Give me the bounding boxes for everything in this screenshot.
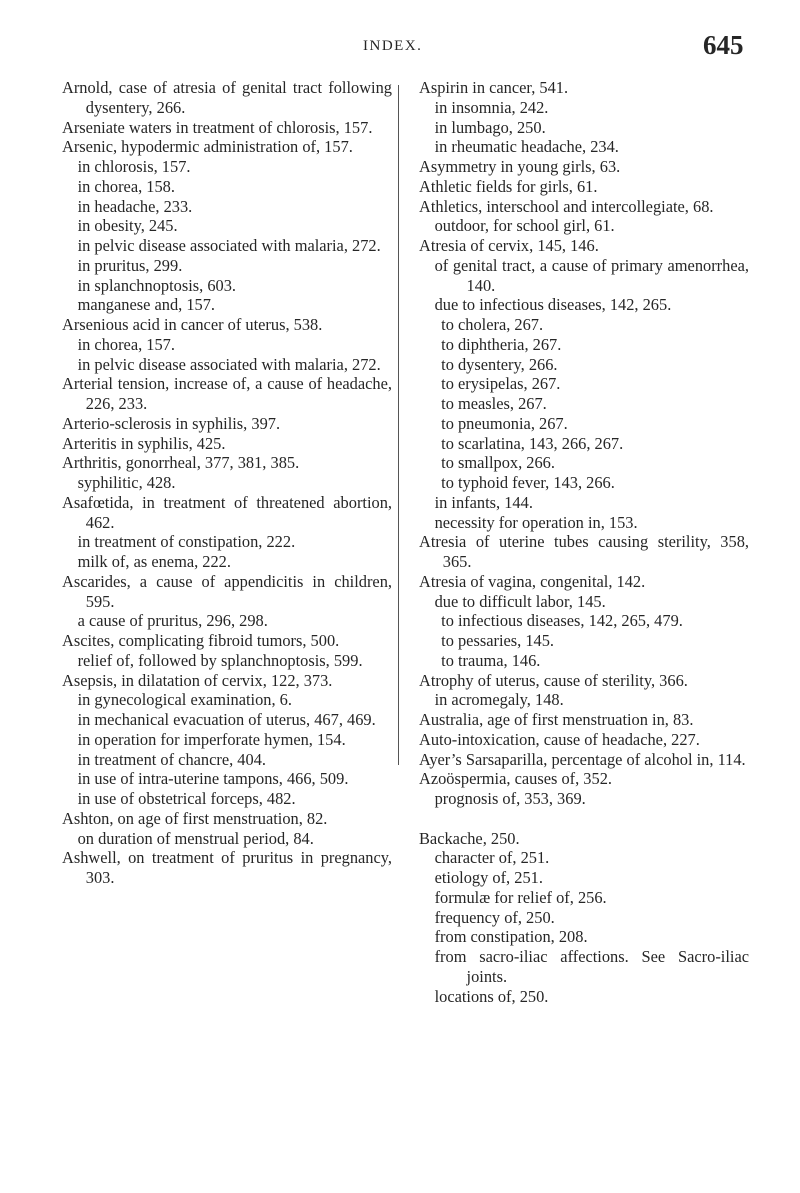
section-gap	[419, 809, 749, 829]
index-subentry: to infectious diseases, 142, 265, 479.	[441, 611, 683, 631]
index-subentry: in chorea, 157.	[77, 334, 175, 354]
index-entry: Atresia of vagina, congenital, 142.	[419, 571, 646, 591]
index-entry: Asafœtida, in treatment of threatened abortion, 462.	[62, 492, 392, 532]
index-subentry: from constipation, 208.	[434, 927, 588, 947]
index-entry: Ayer’s Sarsaparilla, percentage of alcohol in, 114.	[419, 749, 746, 769]
index-subentry: necessity for operation in, 153.	[434, 512, 638, 532]
index-subentry: to measles, 267.	[441, 394, 547, 413]
index-subentry: due to difficult labor, 145.	[434, 591, 606, 611]
index-subentry: in gynecological examination, 6.	[77, 690, 292, 710]
index-subentry: to pessaries, 145.	[441, 631, 555, 650]
index-subentry: locations of, 250.	[434, 986, 549, 1006]
index-subentry: in rheumatic headache, 234.	[434, 137, 619, 157]
index-entry: Athletic fields for girls, 61.	[419, 176, 598, 196]
index-subentry: in use of intra-uterine tampons, 466, 509.	[77, 769, 349, 789]
index-entry: Ascarides, a cause of appendicitis in children, 595.	[62, 571, 392, 611]
index-subentry: to dysentery, 266.	[441, 354, 558, 374]
index-subentry: in lumbago, 250.	[434, 117, 546, 137]
index-subentry: in infants, 144.	[434, 492, 533, 512]
index-entry: Aspirin in cancer, 541.	[419, 78, 569, 97]
index-entry: Arseniate waters in treatment of chlorosis, 157.	[62, 117, 373, 137]
index-entry: Backache, 250.	[419, 828, 520, 848]
index-entry: Arnold, case of atresia of genital tract following dysentery, 266.	[62, 78, 392, 117]
index-subentry: to typhoid fever, 143, 266.	[441, 473, 615, 492]
index-subentry: in obesity, 245.	[77, 216, 178, 236]
index-subentry: in pelvic disease associated with malaria, 272.	[77, 354, 381, 374]
index-entry: Asymmetry in young girls, 63.	[419, 157, 621, 176]
index-subentry: from sacro-iliac affections. See Sacro-iliac joints.	[434, 947, 749, 986]
index-entry: Atresia of uterine tubes causing sterility, 358, 365.	[419, 532, 749, 571]
index-subentry: in headache, 233.	[77, 196, 193, 216]
index-entry: Athletics, interschool and intercollegiate, 68.	[419, 196, 714, 216]
index-entry: Australia, age of first menstruation in, 83.	[419, 710, 694, 729]
index-subentry: in pelvic disease associated with malaria, 272.	[77, 236, 381, 255]
index-entry: Azoöspermia, causes of, 352.	[419, 769, 612, 789]
index-column-left	[62, 78, 392, 888]
index-subentry: to erysipelas, 267.	[441, 374, 561, 394]
index-subentry: in chlorosis, 157.	[77, 157, 191, 176]
index-entry: Arthritis, gonorrheal, 377, 381, 385.	[62, 453, 300, 473]
index-subentry: in chorea, 158.	[77, 176, 175, 196]
index-subentry: formulæ for relief of, 256.	[434, 887, 607, 907]
index-entry: Arterial tension, increase of, a cause of headache, 226, 233.	[62, 374, 392, 413]
index-entry: Arsenic, hypodermic administration of, 157.	[62, 137, 353, 157]
index-entry: Arsenious acid in cancer of uterus, 538.	[62, 315, 323, 334]
index-subentry: on duration of menstrual period, 84.	[77, 828, 314, 848]
index-subentry: to diphtheria, 267.	[441, 334, 562, 354]
index-subentry: in acromegaly, 148.	[434, 690, 564, 710]
index-subentry: in insomnia, 242.	[434, 97, 549, 117]
index-entry: Arteritis in syphilis, 425.	[62, 433, 226, 453]
index-entry: Ashton, on age of first menstruation, 82.	[62, 808, 328, 828]
index-subentry: in treatment of constipation, 222.	[77, 532, 296, 552]
index-column-right	[419, 78, 749, 1006]
index-subentry: a cause of pruritus, 296, 298.	[77, 611, 268, 631]
index-subentry: character of, 251.	[434, 848, 550, 868]
index-entry: Atresia of cervix, 145, 146.	[419, 236, 599, 255]
index-subentry: in use of obstetrical forceps, 482.	[77, 789, 296, 808]
index-subentry: manganese and, 157.	[77, 295, 216, 315]
index-subentry: to cholera, 267.	[441, 315, 544, 334]
index-entry: Ascites, complicating fibroid tumors, 500.	[62, 631, 340, 650]
index-subentry: prognosis of, 353, 369.	[434, 789, 586, 808]
index-entry: Asepsis, in dilatation of cervix, 122, 373.	[62, 670, 333, 690]
index-entry: Ashwell, on treatment of pruritus in pregnancy, 303.	[62, 848, 392, 887]
index-subentry: in pruritus, 299.	[77, 255, 183, 275]
index-subentry: milk of, as enema, 222.	[77, 552, 231, 571]
index-subentry: relief of, followed by splanchnoptosis, 599.	[77, 650, 363, 670]
index-subentry: in mechanical evacuation of uterus, 467, 469.	[77, 710, 376, 729]
index-subentry: to scarlatina, 143, 266, 267.	[441, 433, 624, 453]
index-subentry: to pneumonia, 267.	[441, 413, 568, 433]
index-subentry: of genital tract, a cause of primary amenorrhea, 140.	[434, 255, 749, 295]
index-entry: Auto-intoxication, cause of headache, 227.	[419, 729, 700, 749]
index-subentry: etiology of, 251.	[434, 868, 543, 887]
index-subentry: to trauma, 146.	[441, 650, 541, 670]
index-entry: Atrophy of uterus, cause of sterility, 366.	[419, 670, 688, 690]
column-divider	[398, 85, 399, 765]
index-entry: Arterio-sclerosis in syphilis, 397.	[62, 413, 281, 433]
index-subentry: frequency of, 250.	[434, 907, 555, 927]
index-subentry: outdoor, for school girl, 61.	[434, 216, 615, 236]
index-subentry: in treatment of chancre, 404.	[77, 749, 266, 769]
running-header: INDEX.	[363, 38, 423, 54]
index-subentry: syphilitic, 428.	[77, 473, 176, 492]
index-subentry: due to infectious diseases, 142, 265.	[434, 295, 672, 315]
index-subentry: in operation for imperforate hymen, 154.	[77, 729, 346, 749]
index-subentry: in splanchnoptosis, 603.	[77, 275, 237, 295]
page-number: 645	[703, 30, 744, 60]
index-subentry: to smallpox, 266.	[441, 453, 555, 473]
